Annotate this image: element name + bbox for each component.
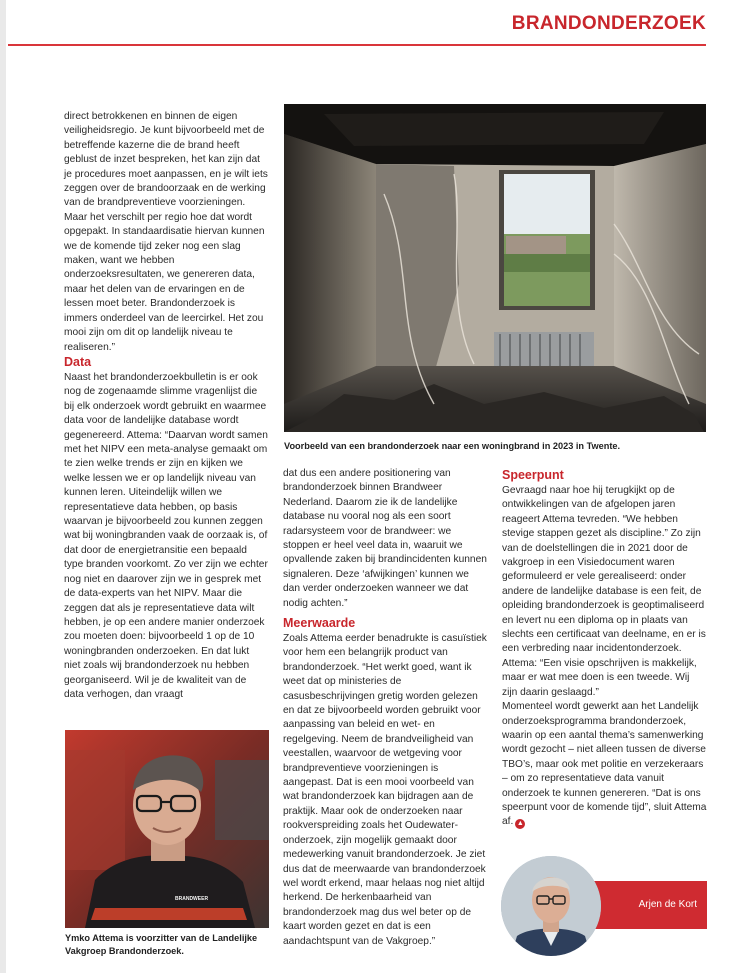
burnt-room-photo <box>284 104 706 432</box>
paragraph-end <box>502 700 707 830</box>
heading-speerpunt: Speerpunt <box>502 468 564 482</box>
section-title: BRANDONDERZOEK <box>511 13 706 34</box>
page-edge <box>0 0 6 973</box>
patch-label: BRANDWEER <box>175 896 209 902</box>
paragraph: direct betrokkenen en binnen de eigen veiligheidsregio. Je kunt bijvoorbeeld met de betreffende kazerne die de brand heeft geblust de inzet bespreken, het kan zijn dat je procedures moet aanpassen, en je wilt iets zeggen over de brandoorzaak en de werking van de brandpreventieve voorzieningen. Maar het verschilt per regio hoe dat wordt opgepakt. In standaardisatie hiervan kunnen we de komende tijd zeker nog een slag maken, want we hebben onderzoeksresultaten, we genereren data, maar het delen van de ervaringen en de lessen moet beter. Brandonderzoek is immers onderdeel van de leercirkel. Het zou mooi zijn om dit op landelijk niveau te realiseren.” <box>64 111 268 353</box>
heading-data: Data <box>64 355 92 369</box>
column-2-meerwaarde <box>283 613 488 949</box>
fire-photo-caption: Voorbeeld van een brandonderzoek naar een woningbrand in 2023 in Twente. <box>284 441 621 451</box>
paragraph: Gevraagd naar hoe hij terugkijkt op de ontwikkelingen van de afgelopen jaren reageert Attema tevreden. “We hebben stevige stappen gezet als discipline.” Zo zijn van de doelstellingen die in 2021 door de vakgroep in een Visiedocument waren geformuleerd er vele gerealiseerd: onder andere de landelijke database is een feit, de opleiding brandonderzoek is geoptimaliseerd en levert nu een diploma op in plaats van slechts een certificaat van deelname, en er is een verbreding naar incidentonderzoek. Attema: “Een visie opschrijven is makkelijk, maar er wat mee doen is een tweede. Wij zijn daarin geslaagd.” <box>502 485 706 698</box>
portrait-caption: Ymko Attema is voorzitter van de Landelijke Vakgroep Brandonderzoek. <box>65 933 258 956</box>
header-rule <box>8 44 706 46</box>
heading-meerwaarde: Meerwaarde <box>283 616 356 630</box>
column-3 <box>502 465 707 830</box>
column-2-top <box>283 467 488 611</box>
paragraph: Zoals Attema eerder benadrukte is casuïstiek voor hem een belangrijk product van brandonderzoek. “Het werkt goed, want ik weet dat op ministeries de casusbeschrijvingen gretig worden gelezen en dat ze bijvoorbeeld worden gebruikt voor aanpassing van beleid en wet- en regelgeving. Neem de brandveiligheid van veestallen, waarvoor de wetgeving voor brandpreventieve voorzieningen is aangepast. Dat is een mooi voorbeeld van wat brandonderzoek kan bijdragen aan de praktijk. Maar ook de onderzoeken naar rookverspreiding zoals het Oudewater-onderzoek, zijn mogelijk gemaakt door medewerking vanuit brandonderzoek. Je ziet dus dat de meerwaarde van brandonderzoek wel wordt erkend, maar helaas nog niet altijd herkend. De herkenbaarheid van brandonderzoek mag dus wel beter op de kaart worden gezet en dat is een aandachtspunt van de Vakgroep.” <box>283 633 487 947</box>
credit-name: Arjen de Kort <box>638 899 697 910</box>
end-mark-icon: ▲ <box>516 820 524 828</box>
column-1-top <box>64 110 268 355</box>
paragraph: Naast het brandonderzoekbulletin is er ook nog de zogenaamde slimme vragenlijst die bij elk onderzoek wordt gebruikt en waarmee data voor de landelijke database wordt gegenereerd. Attema: “Daarvan wordt samen met het NIPV een meta-analyse gemaakt om te zien welke trends er zijn en kijken we welke lessen we er op landelijk niveau van kunnen leren. Uiteindelijk willen we representatieve data hebben, op basis waarvan je bijvoorbeeld zou kunnen zeggen wat bij woningbranden vaak de oorzaak is, of dat door de energietransitie een bepaald type branden voorkomt. Zo ver zijn we echter nog niet en daarover zijn we in gesprek met de data-experts van het NIPV. Maar die zeggen dat als je representatieve data wilt hebben, je op een andere manier onderzoek zou moeten doen: bijvoorbeeld 1 op de 10 woningbranden onderzoeken. En dat lukt niet zoals wij brandonderzoek nu hebben georganiseerd. Wil je de kwaliteit van de data verhogen, dan vraagt <box>64 372 268 700</box>
author-photo <box>501 856 601 956</box>
paragraph: dat dus een andere positionering van brandonderzoek binnen Brandweer Nederland. Daarom zie ik de landelijke database nu vooral nog als een soort radarsysteem voor de brandweer: we stoppen er heel veel data in, waaruit we opvallende zaken bij brandincidenten kunnen signaleren. Deze ‘afwijkingen’ kunnen we dan verder onderzoeken wanneer we dat nodig achten.” <box>283 468 487 609</box>
column-1-data <box>64 352 268 702</box>
portrait-photo <box>65 730 269 928</box>
paragraph: Momenteel wordt gewerkt aan het Landelijk onderzoeksprogramma brandonderzoek, waarin op een aantal thema’s samenwerking wordt gezocht – niet alleen tussen de diverse TBO’s, maar ook met politie en verzekeraars – om zo representatieve data vanuit onderzoek te kunnen genereren. “Dat is ons speerpunt voor de komende tijd”, sluit Attema af. <box>502 701 707 828</box>
